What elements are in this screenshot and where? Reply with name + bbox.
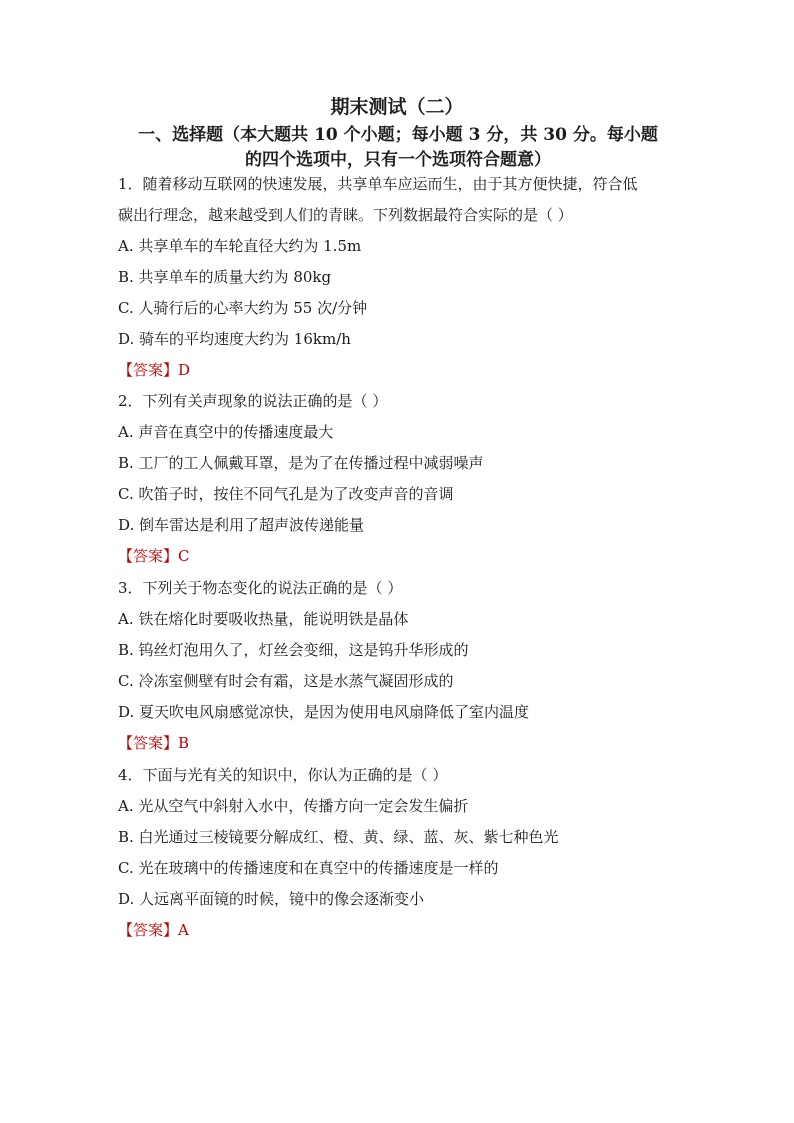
option-a: A. 共享单车的车轮直径大约为 1.5m <box>118 237 362 255</box>
answer-value: B <box>178 734 190 752</box>
question-stem-line: 1．随着移动互联网的快速发展，共享单车应运而生，由于其方便快捷，符合低 <box>118 175 638 193</box>
option-b: B. 共享单车的质量大约为 80kg <box>118 268 332 286</box>
question-4 <box>118 765 683 940</box>
answer-label: 【答案】 <box>118 921 179 939</box>
answer-value: C <box>178 547 190 565</box>
option-b: B. 钨丝灯泡用久了，灯丝会变细，这是钨升华形成的 <box>118 641 469 659</box>
page-title: 期末测试（二） <box>330 96 464 118</box>
answer <box>118 920 683 940</box>
question-stem-line: 碳出行理念，越来越受到人们的青睐。下列数据最符合实际的是（ ） <box>118 206 573 224</box>
question-stem-line: 4．下面与光有关的知识中，你认为正确的是（ ） <box>118 766 448 784</box>
question-stem <box>118 174 683 225</box>
option-c: C. 光在玻璃中的传播速度和在真空中的传播速度是一样的 <box>118 859 499 877</box>
answer <box>118 360 683 380</box>
option-d: D. 人远离平面镜的时候，镜中的像会逐渐变小 <box>118 890 425 908</box>
option-d: D. 倒车雷达是利用了超声波传递能量 <box>118 516 365 534</box>
question-stem <box>118 578 683 598</box>
option-a: A. 光从空气中斜射入水中，传播方向一定会发生偏折 <box>118 797 469 815</box>
answer-label: 【答案】 <box>118 361 179 379</box>
question-3 <box>118 578 683 753</box>
option-b: B. 白光通过三棱镜要分解成红、橙、黄、绿、蓝、灰、紫七种色光 <box>118 828 559 846</box>
answer-label: 【答案】 <box>118 547 179 565</box>
option-d: D. 夏天吹电风扇感觉凉快，是因为使用电风扇降低了室内温度 <box>118 703 530 721</box>
option-d: D. 骑车的平均速度大约为 16km/h <box>118 330 351 348</box>
option-c: C. 吹笛子时，按住不同气孔是为了改变声音的音调 <box>118 485 454 503</box>
question-2 <box>118 391 683 566</box>
answer-value: D <box>178 361 191 379</box>
option-c: C. 冷冻室侧壁有时会有霜，这是水蒸气凝固形成的 <box>118 672 454 690</box>
question-1 <box>118 174 683 380</box>
section-heading-line1: 一、选择题（本大题共 10 个小题；每小题 3 分，共 30 分。每小题 <box>138 125 658 145</box>
option-a: A. 铁在熔化时要吸收热量，能说明铁是晶体 <box>118 610 409 628</box>
section-heading-line2: 的四个选项中，只有一个选项符合题意） <box>245 150 551 170</box>
question-stem <box>118 391 683 411</box>
option-a: A. 声音在真空中的传播速度最大 <box>118 423 334 441</box>
option-c: C. 人骑行后的心率大约为 55 次/分钟 <box>118 299 368 317</box>
question-stem-line: 3．下列关于物态变化的说法正确的是（ ） <box>118 579 403 597</box>
question-stem <box>118 765 683 785</box>
answer <box>118 546 683 566</box>
answer <box>118 733 683 753</box>
option-b: B. 工厂的工人佩戴耳罩，是为了在传播过程中减弱噪声 <box>118 454 484 472</box>
section-heading <box>118 123 678 173</box>
answer-value: A <box>178 921 189 939</box>
answer-label: 【答案】 <box>118 734 179 752</box>
question-stem-line: 2．下列有关声现象的说法正确的是（ ） <box>118 392 388 410</box>
